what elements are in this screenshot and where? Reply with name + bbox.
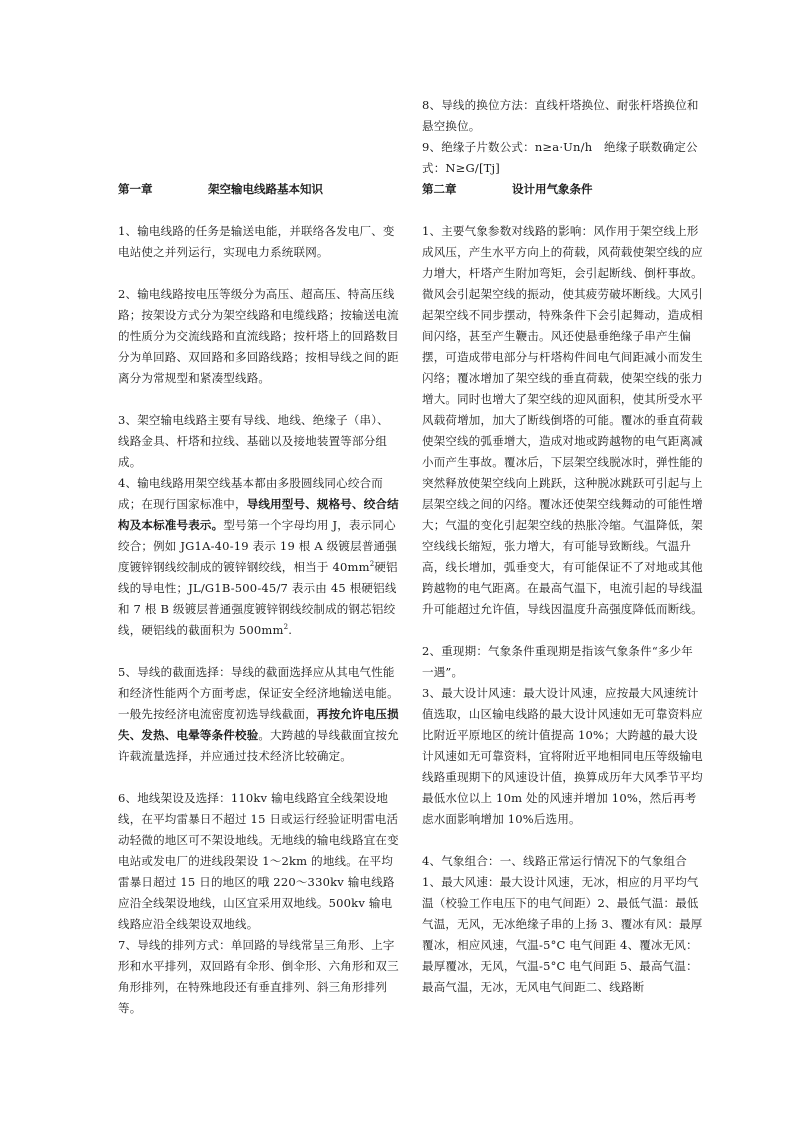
paragraph-5-text-a: 5、导线的截面选择：导线的截面选择应从其电气性能和经济性能两个方面考虑，保证安全经济地输送电能。一般先按经济电流密度初选导线截面， <box>118 665 399 721</box>
left-column <box>118 221 400 1019</box>
chapter-1-heading <box>118 179 323 200</box>
paragraph-3: 3、架空输电线路主要有导线、地线、绝缘子（串）、线路金具、杆塔和拉线、基础以及接地装置等部分组成。 <box>118 413 389 469</box>
paragraph-2: 2、输电线路按电压等级分为高压、超高压、特高压线路；按架设方式分为架空线路和电缆线路；按输送电流的性质分为交流线路和直流线路；按杆塔上的回路数目分为单回路、双回路和多回路线路；按相导线之间的距离分为常规型和紧凑型线路。 <box>118 287 399 385</box>
chapter-2-heading <box>422 179 593 200</box>
chapter-2-number: 第二章 <box>422 182 457 196</box>
chapter-2-paragraph-2: 2、重现期：气象条件重现期是指该气象条件“多少年一遇”。 <box>422 644 693 679</box>
right-column <box>422 221 704 998</box>
chapter-2-paragraph-3: 3、最大设计风速：最大设计风速，应按最大风速统计值选取，山区输电线路的最大设计风速如无可靠资料应比附近平原地区的统计值提高 10%；大跨越的最大设计风速如无可靠资料，宜将附近平地相同电压等级输电线路重现期下的风速设计值，换算成历年大风季节平均最低水位以上 10m 处的风速并增加 10%，然后再考虑水面影响增加 10%后选用。 <box>422 686 703 826</box>
paragraph-5-text-c: 。大跨越的导线截面宜按允许载流量选择，并应通过技术经济比较确定。 <box>118 728 399 763</box>
paragraph-4-text-c: 型号第一个字母均用 J，表示同心绞合；例如 JG1A-40-19 表示 19 根 A 级镀层普通强度镀锌钢线绞制成的镀锌钢绞线，相当于 40mm <box>118 518 397 574</box>
paragraph-9: 9、绝缘子片数公式：n≥a·Un/h 绝缘子联数确定公式：N≥G/[Tj] <box>422 140 698 175</box>
paragraph-4-bold: 导线用型号、规格号、绞合结构及本标准号表示。 <box>118 497 399 532</box>
paragraph-6: 6、地线架设及选择：110kv 输电线路宜全线架设地线，在平均雷暴日不超过 15 日或运行经验证明雷电活动轻微的地区可不架设地线。无地线的输电线路宜在变电站或发电厂的进线段架设 1～2km 的地线。在平均雷暴日超过 15 日的地区的哦 220～330kv 输电线路应沿全线架设地线，山区宜采用双地线。500kv 输电线路应沿全线架设双地线。 <box>118 791 399 931</box>
chapter-2-paragraph-4: 4、气象组合：一、线路正常运行情况下的气象组合 1、最大风速：最大设计风速，无冰，相应的月平均气温（校验工作电压下的电气间距）2、最低气温：最低气温，无风，无冰绝缘子串的上扬 3、覆冰有风：最厚覆冰，相应风速，气温-5°C 电气间距 4、覆冰无风：最厚覆冰，无风，气温-5°C 电气间距 5、最高气温：最高气温，无冰，无风电气间距二、线路断 <box>422 854 703 994</box>
chapter-1-title: 架空输电线路基本知识 <box>208 182 323 196</box>
right-column-top <box>422 95 704 179</box>
chapter-1-number: 第一章 <box>118 182 153 196</box>
chapter-2-paragraph-1: 1、主要气象参数对线路的影响：风作用于架空线上形成风压，产生水平方向上的荷载，风荷载使架空线的应力增大，杆塔产生附加弯矩，会引起断线、倒杆事故。微风会引起架空线的振动，使其疲劳破坏断线。大风引起架空线不同步摆动，特殊条件下会引起舞动，造成相间闪络，甚至产生鞭击。风还使悬垂绝缘子串产生偏摆，可造成带电部分与杆塔构件间电气间距减小而发生闪络；覆冰增加了架空线的垂直荷载，使架空线的张力增大。同时也增大了架空线的迎风面积，使其所受水平风载荷增加，加大了断线倒塔的可能。覆冰的垂直荷载使架空线的弧垂增大，造成对地或跨越物的电气距离减小而产生事故。覆冰后，下层架空线脱冰时，弹性能的突然释放使架空线向上跳跃，这种脱冰跳跃可引起与上层架空线之间的闪络。覆冰还使架空线舞动的可能性增大；气温的变化引起架空线的热胀冷缩。气温降低，架空线线长缩短，张力增大，有可能导致断线。气温升高，线长增加，弧垂变大，有可能保证不了对地或其他跨越物的电气距离。在最高气温下，电流引起的导线温升可能超过允许值，导线因温度升高强度降低而断线。 <box>422 224 703 616</box>
paragraph-5 <box>118 662 400 767</box>
paragraph-8: 8、导线的换位方法：直线杆塔换位、耐张杆塔换位和悬空换位。 <box>422 98 699 133</box>
paragraph-4-text-e: . <box>288 623 293 637</box>
paragraph-4-text-a: 4、输电线路用架空线基本都由多股圆线同心绞合而成；在现行国家标准中， <box>118 476 383 511</box>
paragraph-1: 1、输电线路的任务是输送电能，并联络各发电厂、变电站使之并列运行，实现电力系统联网。 <box>118 224 395 259</box>
superscript-2: 2 <box>369 560 375 569</box>
paragraph-4-text-d: 硬铝线的导电性；JL/G1B-500-45/7 表示由 45 根硬铝线和 7 根 B 级镀层普通强度镀锌钢线绞制成的钢芯铝绞线，硬铝线的截面积为 500mm <box>118 560 398 637</box>
superscript-2: 2 <box>283 623 289 632</box>
chapter-2-title: 设计用气象条件 <box>512 182 593 196</box>
paragraph-4 <box>118 473 400 641</box>
paragraph-5-bold: 再按允许电压损失、发热、电晕等条件校验 <box>118 707 399 742</box>
paragraph-7: 7、导线的排列方式：单回路的导线常呈三角形、上字形和水平排列，双回路有伞形、倒伞形、六角形和双三角形排列，在特殊地段还有垂直排列、斜三角形排列等。 <box>118 938 399 1015</box>
